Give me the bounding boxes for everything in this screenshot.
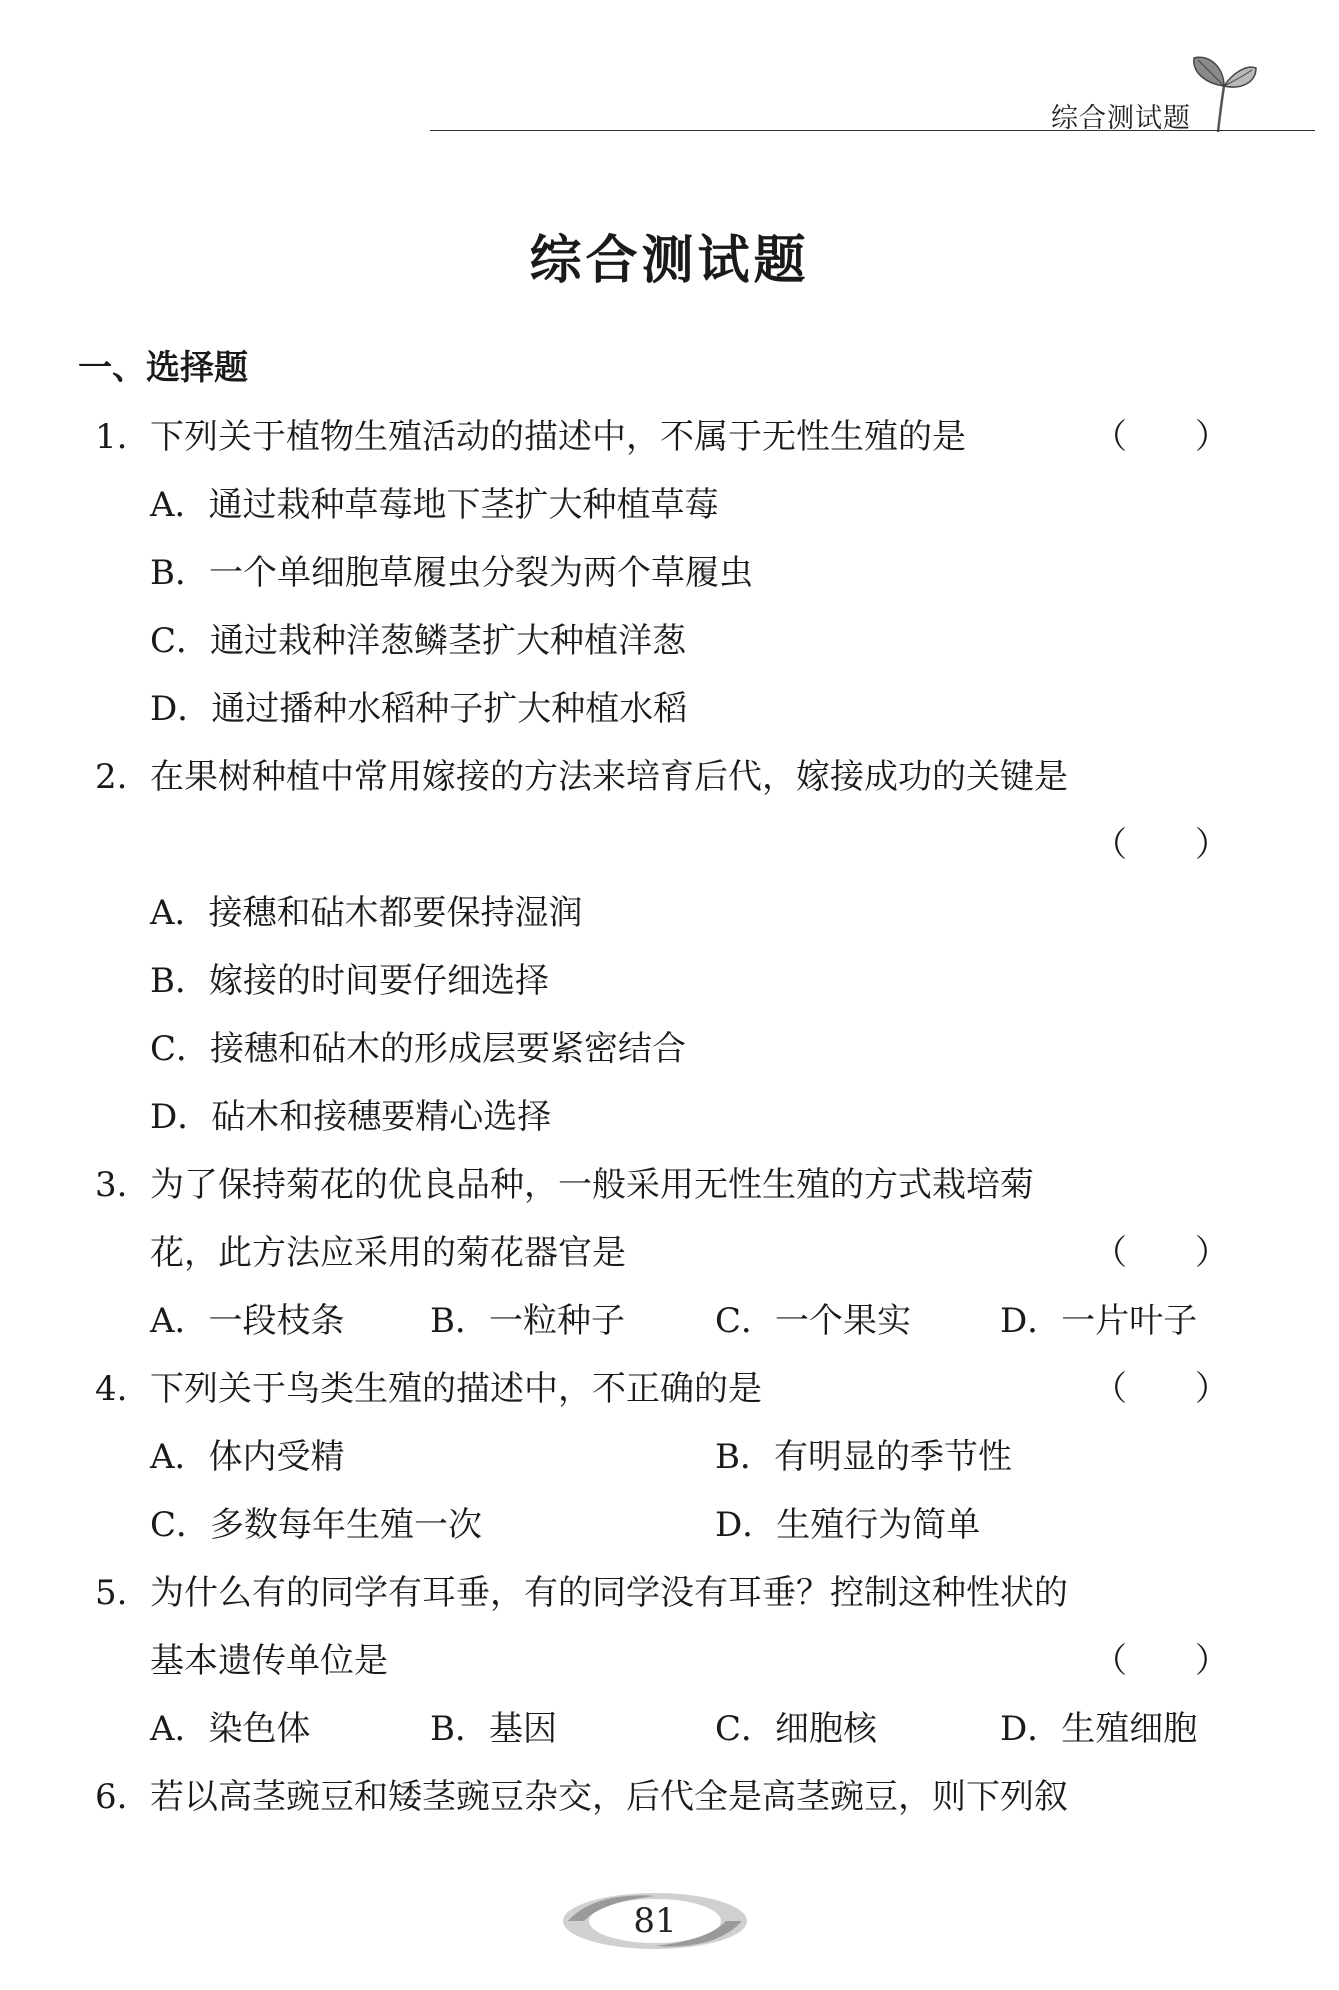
option-d: D．通过播种水稻种子扩大种植水稻	[150, 689, 688, 729]
question-number: 3.	[95, 1165, 128, 1205]
option-a: A．一段枝条	[150, 1301, 345, 1341]
question-stem: 在果树种植中常用嫁接的方法来培育后代，嫁接成功的关键是	[150, 757, 1068, 797]
answer-bracket: （ ）	[1093, 1369, 1229, 1409]
option-c: C．通过栽种洋葱鳞茎扩大种植洋葱	[150, 621, 687, 661]
page-number-badge	[560, 1890, 750, 1952]
option-b: B．有明显的季节性	[715, 1437, 1012, 1477]
option-c: C．细胞核	[715, 1709, 878, 1749]
question-number: 2.	[95, 757, 128, 797]
question-stem-continued: 花，此方法应采用的菊花器官是	[150, 1233, 626, 1273]
header-divider	[430, 130, 1315, 131]
question-stem: 为什么有的同学有耳垂，有的同学没有耳垂？控制这种性状的	[150, 1573, 1068, 1613]
question-stem: 若以高茎豌豆和矮茎豌豆杂交，后代全是高茎豌豆，则下列叙	[150, 1777, 1068, 1817]
answer-bracket: （ ）	[1093, 417, 1229, 457]
option-b: B．嫁接的时间要仔细选择	[150, 961, 549, 1001]
section-heading: 一、选择题	[78, 348, 248, 388]
option-c: C．接穗和砧木的形成层要紧密结合	[150, 1029, 687, 1069]
question-number: 1.	[95, 417, 128, 457]
page-title: 综合测试题	[529, 231, 810, 291]
option-b: B．一粒种子	[430, 1301, 625, 1341]
option-a: A．接穗和砧木都要保持湿润	[150, 893, 583, 933]
running-header-title: 综合测试题	[1051, 103, 1191, 134]
option-d: D．一片叶子	[1000, 1301, 1198, 1341]
question-stem: 为了保持菊花的优良品种，一般采用无性生殖的方式栽培菊	[150, 1165, 1034, 1205]
option-b: B．一个单细胞草履虫分裂为两个草履虫	[150, 553, 753, 593]
option-d: D．生殖细胞	[1000, 1709, 1198, 1749]
option-a: A．体内受精	[150, 1437, 345, 1477]
question-stem-continued: 基本遗传单位是	[150, 1641, 388, 1681]
option-a: A．染色体	[150, 1709, 311, 1749]
option-c: C．一个果实	[715, 1301, 912, 1341]
option-a: A．通过栽种草莓地下茎扩大种植草莓	[150, 485, 719, 525]
option-c: C．多数每年生殖一次	[150, 1505, 483, 1545]
question-stem: 下列关于鸟类生殖的描述中，不正确的是	[150, 1369, 762, 1409]
option-d: D．砧木和接穗要精心选择	[150, 1097, 552, 1137]
question-number: 4.	[95, 1369, 128, 1409]
answer-bracket: （ ）	[1093, 1233, 1229, 1273]
question-number: 5.	[95, 1573, 128, 1613]
option-d: D．生殖行为简单	[715, 1505, 981, 1545]
question-stem: 下列关于植物生殖活动的描述中，不属于无性生殖的是	[150, 417, 966, 457]
question-number: 6.	[95, 1777, 128, 1817]
option-b: B．基因	[430, 1709, 557, 1749]
sprout-leaf-icon	[1180, 44, 1260, 136]
answer-bracket: （ ）	[1093, 825, 1229, 865]
answer-bracket: （ ）	[1093, 1641, 1229, 1681]
page-number: 81	[633, 1901, 677, 1941]
